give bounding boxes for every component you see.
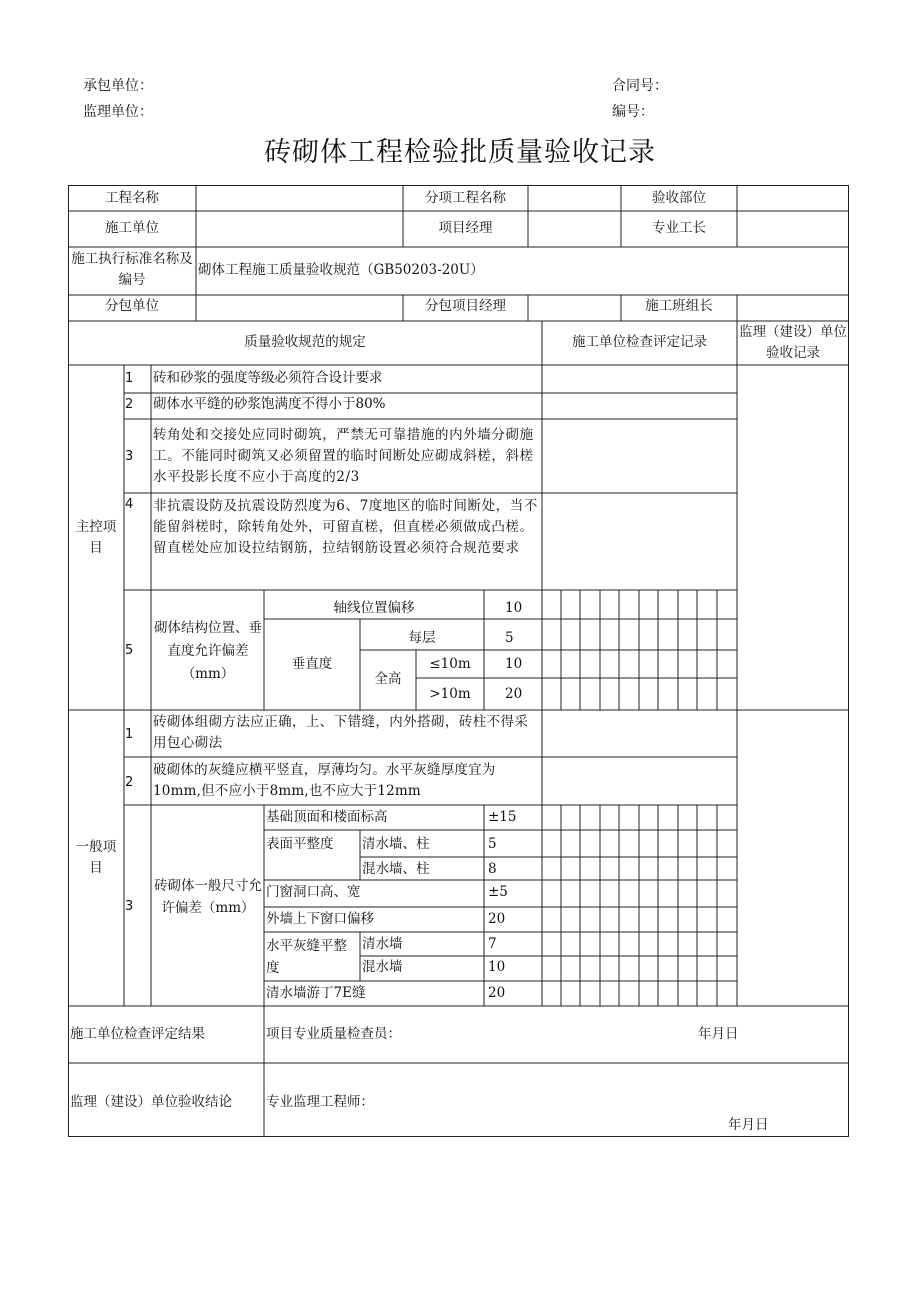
eval-date: 年月日 xyxy=(698,1026,739,1042)
spec-column-header: 质量验收规范的规定 xyxy=(244,334,366,350)
contract-no-label: 合同号： xyxy=(612,78,668,94)
main-control-label: 主控项目 xyxy=(75,519,117,556)
sub-project-manager-label: 分包项目经理 xyxy=(425,298,506,314)
axis-offset-value: 10 xyxy=(505,600,523,616)
project-name-label: 工程名称 xyxy=(105,190,159,206)
main-item-5-label: 砌体结构位置、垂直度允许偏差（mm） xyxy=(154,620,262,682)
general-item-3-no: 3 xyxy=(125,899,134,914)
contractor-label: 承包单位： xyxy=(83,78,153,94)
general-item-2-no: 2 xyxy=(125,775,134,790)
per-floor-value: 5 xyxy=(505,630,514,646)
supervisor-label: 监理单位： xyxy=(83,104,153,120)
sub-project-name-label: 分项工程名称 xyxy=(425,190,506,206)
dev-row-5-value: 20 xyxy=(488,911,506,927)
eval-result-label: 施工单位检查评定结果 xyxy=(70,1026,205,1042)
main-item-3-text: 转角处和交接处应同时砌筑，严禁无可靠措施的内外墙分砌施工。不能同时砌筑又必须留置的临时间断处应砌成斜槎，斜槎水平投影长度不应小于高度的2/3 xyxy=(153,427,534,485)
dev-row-8-text: 清水墙游丁7E缝 xyxy=(266,985,366,1001)
axis-offset-label: 轴线位置偏移 xyxy=(333,600,415,616)
dev-row-3-sub: 混水墙、柱 xyxy=(362,861,430,877)
main-item-5-no: 5 xyxy=(125,643,134,658)
standard-label: 施工执行标准名称及编号 xyxy=(71,251,193,288)
dev-row-4-text: 门窗洞口高、宽 xyxy=(266,884,361,900)
general-item-2-text: 破砌体的灰缝应横平竖直，厚薄均匀。水平灰缝厚度宜为10mm,但不应小于8mm,也不应大于12mm xyxy=(153,762,496,799)
dev-row-5-text: 外墙上下窗口偏移 xyxy=(266,911,374,927)
inspector-label: 项目专业质量检查员： xyxy=(266,1026,401,1042)
engineer-label: 专业监理工程师： xyxy=(266,1094,374,1110)
main-item-3-no: 3 xyxy=(125,449,134,464)
construction-unit-label: 施工单位 xyxy=(105,220,159,236)
main-item-1-no: 1 xyxy=(125,371,134,386)
foreman-label: 专业工长 xyxy=(652,220,706,236)
general-item-3-label: 砖砌体一般尺寸允许偏差（mm） xyxy=(154,878,262,916)
general-item-1-text: 砖砌体组砌方法应正确，上、下错缝，内外搭砌，砖柱不得采用包心砌法 xyxy=(153,714,529,751)
team-leader-label: 施工班组长 xyxy=(645,298,713,314)
le10-value: 10 xyxy=(505,656,523,672)
standard-value: 砌体工程施工质量验收规范（GB50203-20U） xyxy=(198,262,484,278)
acceptance-form xyxy=(68,185,849,1137)
dev-row-7-value: 10 xyxy=(488,959,506,975)
dev-row-4-value: ±5 xyxy=(488,884,508,900)
vertical-label: 垂直度 xyxy=(291,656,333,672)
general-item-1-no: 1 xyxy=(125,727,134,742)
main-item-2-text: 砌体水平缝的砂浆饱满度不得小于80% xyxy=(153,396,386,412)
dev-row-2-value: 5 xyxy=(488,836,497,852)
full-height-label: 全高 xyxy=(374,671,402,687)
dev-row-8-value: 20 xyxy=(488,985,506,1001)
main-item-4-text: 非抗震设防及抗震设防烈度为6、7度地区的临时间断处，当不能留斜槎时，除转角处外，可留直槎，但直槎必须做成凸槎。留直槎处应加设拉结钢筋，拉结钢筋设置必须符合规范要求 xyxy=(153,498,538,556)
acceptance-part-label: 验收部位 xyxy=(652,190,706,206)
main-item-2-no: 2 xyxy=(125,397,134,412)
dev-row-6-text: 水平灰缝平整度 xyxy=(266,938,347,976)
gt10-value: 20 xyxy=(505,686,523,702)
serial-no-label: 编号： xyxy=(612,104,654,120)
check-record-column-header: 施工单位检查评定记录 xyxy=(572,334,707,350)
dev-row-1-value: ±15 xyxy=(488,809,517,825)
per-floor-label: 每层 xyxy=(408,630,436,646)
general-label: 一般项目 xyxy=(75,839,117,876)
le10-label: ≤10m xyxy=(429,656,471,672)
dev-row-3-value: 8 xyxy=(488,861,497,877)
dev-row-6-value: 7 xyxy=(488,936,497,952)
dev-row-7-sub: 混水墙 xyxy=(362,959,403,975)
subcontractor-label: 分包单位 xyxy=(105,298,159,314)
dev-row-1-text: 基础顶面和楼面标高 xyxy=(266,809,388,825)
main-item-4-no: 4 xyxy=(125,497,134,512)
gt10-label: >10m xyxy=(429,686,471,702)
supervisor-record-column-header: 监理（建设）单位验收记录 xyxy=(739,324,847,361)
project-manager-label: 项目经理 xyxy=(438,220,493,236)
conclusion-label: 监理（建设）单位验收结论 xyxy=(70,1094,232,1110)
dev-row-6-sub: 清水墙 xyxy=(362,936,403,952)
dev-row-2-sub: 清水墙、柱 xyxy=(362,836,430,852)
main-item-1-text: 砖和砂浆的强度等级必须符合设计要求 xyxy=(153,370,383,386)
dev-row-2-text: 表面平整度 xyxy=(266,836,334,852)
page-title: 砖砌体工程检验批质量验收记录 xyxy=(264,137,656,168)
conclusion-date: 年月日 xyxy=(728,1117,769,1133)
